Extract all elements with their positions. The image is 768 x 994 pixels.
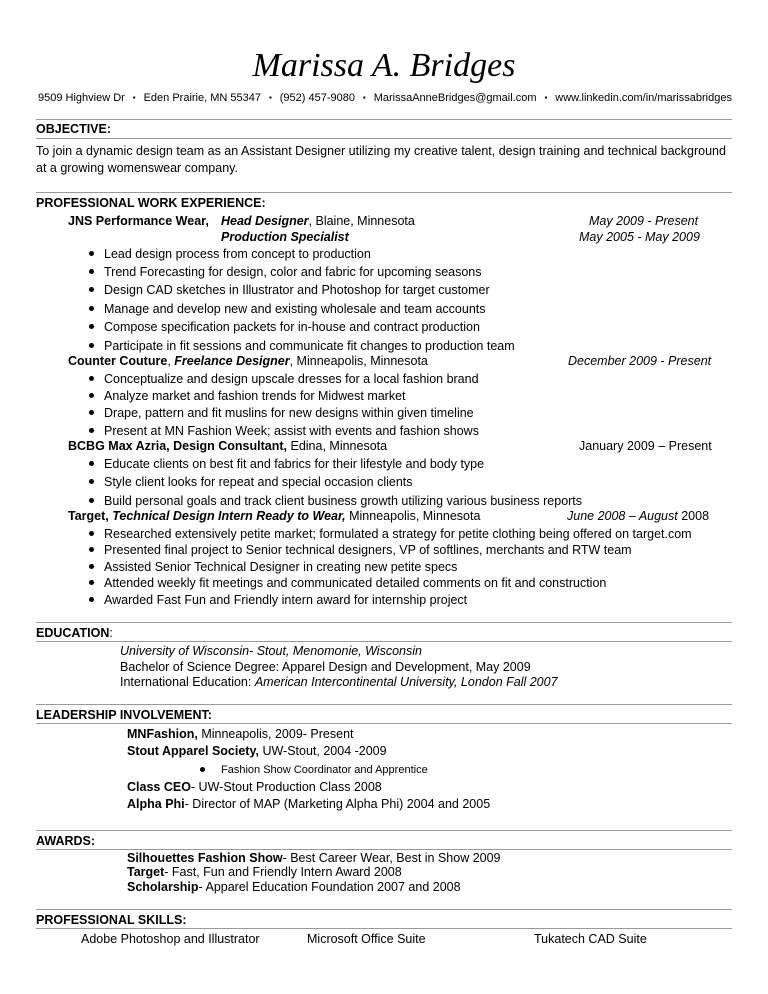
divider: [36, 622, 732, 623]
education-heading-text: EDUCATION: [36, 626, 110, 640]
job-date: [567, 508, 709, 524]
list-item: Attended weekly fit meetings and communicated detailed comments on fit and construction: [104, 576, 607, 590]
bullet-icon: [199, 766, 207, 774]
job-header: [68, 353, 428, 369]
list-item: Design CAD sketches in Illustrator and Photoshop for target customer: [104, 283, 490, 297]
skill-item: Microsoft Office Suite: [307, 932, 426, 946]
objective-heading: OBJECTIVE:: [36, 122, 112, 136]
leadership-org: Alpha Phi: [127, 797, 185, 811]
education-colon: :: [109, 626, 113, 640]
leadership-item: [127, 743, 387, 759]
list-item: Participate in fit sessions and communicate fit changes to production team: [104, 339, 515, 353]
list-item: Assisted Senior Technical Designer in creating new petite specs: [104, 560, 458, 574]
objective-line-2: at a growing womenswear company.: [36, 161, 238, 175]
contact-address: 9509 Highview Dr: [38, 92, 125, 104]
company-name: Target,: [68, 509, 109, 523]
company-name: Counter Couture: [68, 354, 168, 368]
bullet-icon: [88, 579, 96, 587]
job-date-year: 2008: [677, 509, 710, 523]
degree: Bachelor of Science Degree: Apparel Design and Development, May 2009: [120, 660, 531, 674]
leadership-item: [127, 726, 354, 742]
list-item: Lead design process from concept to production: [104, 247, 371, 261]
bullet-icon: [88, 392, 96, 400]
job-date: May 2009 - Present: [589, 214, 699, 228]
job-header: [68, 213, 209, 229]
leadership-org: MNFashion,: [127, 727, 198, 741]
job-sep: ,: [167, 354, 175, 368]
bullet-icon: [88, 596, 96, 604]
awards-heading: AWARDS:: [36, 834, 96, 848]
list-item: Educate clients on best fit and fabrics for their lifestyle and body type: [104, 457, 485, 471]
bullet-icon: [88, 268, 96, 276]
skill-item: Adobe Photoshop and Illustrator: [81, 932, 260, 946]
list-item: Style client looks for repeat and special occasion clients: [104, 475, 413, 489]
award-detail: - Fast, Fun and Friendly Intern Award 2008: [164, 865, 402, 879]
divider: [36, 830, 732, 831]
leadership-org: Class CEO: [127, 780, 191, 794]
divider: [36, 192, 732, 193]
intl-education: [120, 674, 558, 690]
list-item: Present at MN Fashion Week; assist with events and fashion shows: [104, 424, 479, 438]
job-header: [68, 438, 387, 454]
school-name: University of Wisconsin- Stout, Menomonie, Wisconsin: [120, 644, 422, 658]
job-date-range: June 2008 – August: [567, 509, 678, 523]
bullet-icon: [88, 460, 96, 468]
contact-line: [38, 90, 732, 106]
leadership-detail: Minneapolis, 2009- Present: [197, 727, 354, 741]
separator: ▪: [544, 93, 548, 102]
award-name: Scholarship: [127, 880, 199, 894]
bullet-icon: [88, 305, 96, 313]
divider: [36, 704, 732, 705]
list-item: Conceptualize and design upscale dresses for a local fashion brand: [104, 372, 479, 386]
list-item: Presented final project to Senior technical designers, VP of softlines, merchants and RTW team: [104, 543, 632, 557]
bullet-icon: [88, 409, 96, 417]
leadership-detail: UW-Stout, 2004 -2009: [258, 744, 387, 758]
list-item: Awarded Fast Fun and Friendly intern award for internship project: [104, 593, 468, 607]
job-location: Edina, Minnesota: [287, 439, 388, 453]
contact-website: www.linkedin.com/in/marissabridges: [555, 92, 732, 104]
company-name: JNS Performance Wear,: [68, 214, 209, 228]
bullet-icon: [88, 530, 96, 538]
job-header: [68, 508, 480, 524]
leadership-item: [127, 779, 382, 795]
intl-school: American Intercontinental University, London Fall 2007: [254, 675, 558, 689]
company-name: BCBG Max Azria, Design Consultant,: [68, 439, 288, 453]
bullet-icon: [88, 286, 96, 294]
job-location: Minneapolis, Minnesota: [345, 509, 481, 523]
objective-line-1: To join a dynamic design team as an Assistant Designer utilizing my creative talent, design training and technical background: [36, 144, 726, 158]
bullet-icon: [88, 497, 96, 505]
intl-label: International Education:: [120, 675, 255, 689]
award-item: [127, 864, 402, 880]
leadership-detail: - UW-Stout Production Class 2008: [190, 780, 382, 794]
separator: ▪: [362, 93, 366, 102]
list-item: Compose specification packets for in-house and contract production: [104, 320, 480, 334]
list-item: Researched extensively petite market; formulated a strategy for petite clothing being offered on target.com: [104, 527, 692, 541]
leadership-item: [127, 796, 490, 812]
leadership-heading: LEADERSHIP INVOLVEMENT:: [36, 708, 212, 722]
bullet-icon: [88, 250, 96, 258]
list-item: Build personal goals and track client business growth utilizing various business reports: [104, 494, 583, 508]
bullet-icon: [88, 478, 96, 486]
job-title-line: [221, 213, 415, 229]
bullet-icon: [88, 563, 96, 571]
award-detail: - Best Career Wear, Best in Show 2009: [282, 851, 501, 865]
leadership-sub-item: Fashion Show Coordinator and Apprentice: [221, 764, 428, 776]
list-item: Drape, pattern and fit muslins for new designs within given timeline: [104, 406, 474, 420]
award-name: Silhouettes Fashion Show: [127, 851, 283, 865]
bullet-icon: [88, 427, 96, 435]
divider: [36, 138, 732, 139]
separator: ▪: [132, 93, 136, 102]
job-location: , Minneapolis, Minnesota: [289, 354, 428, 368]
list-item: Analyze market and fashion trends for Midwest market: [104, 389, 406, 403]
job-title: Technical Design Intern Ready to Wear,: [112, 509, 346, 523]
divider: [36, 909, 732, 910]
leadership-org: Stout Apparel Society,: [127, 744, 259, 758]
contact-phone: (952) 457-9080: [279, 92, 355, 104]
bullet-icon: [88, 342, 96, 350]
bullet-icon: [88, 375, 96, 383]
contact-city: Eden Prairie, MN 55347: [143, 92, 261, 104]
divider: [36, 119, 732, 120]
divider: [36, 928, 732, 929]
bullet-icon: [88, 546, 96, 554]
job-date: January 2009 – Present: [579, 439, 712, 453]
job-title-2: Production Specialist: [221, 230, 349, 244]
list-item: Manage and develop new and existing wholesale and team accounts: [104, 302, 486, 316]
job-title: Head Designer: [221, 214, 309, 228]
bullet-icon: [88, 323, 96, 331]
job-date-2: May 2005 - May 2009: [579, 230, 700, 244]
leadership-detail: - Director of MAP (Marketing Alpha Phi) 2004 and 2005: [184, 797, 491, 811]
divider: [36, 723, 732, 724]
separator: ▪: [268, 93, 272, 102]
divider: [36, 641, 732, 642]
award-name: Target: [127, 865, 165, 879]
award-detail: - Apparel Education Foundation 2007 and 2008: [198, 880, 461, 894]
list-item: Trend Forecasting for design, color and fabric for upcoming seasons: [104, 265, 482, 279]
skills-heading: PROFESSIONAL SKILLS:: [36, 913, 187, 927]
award-item: [127, 879, 461, 895]
job-title: Freelance Designer: [174, 354, 290, 368]
job-location: , Blaine, Minnesota: [308, 214, 415, 228]
job-date: December 2009 - Present: [568, 354, 712, 368]
resume-name: Marissa A. Bridges: [252, 47, 516, 84]
skill-item: Tukatech CAD Suite: [534, 932, 647, 946]
education-heading: [36, 625, 113, 641]
contact-email: MarissaAnneBridges@gmail.com: [373, 92, 537, 104]
experience-heading: PROFESSIONAL WORK EXPERIENCE:: [36, 196, 266, 210]
